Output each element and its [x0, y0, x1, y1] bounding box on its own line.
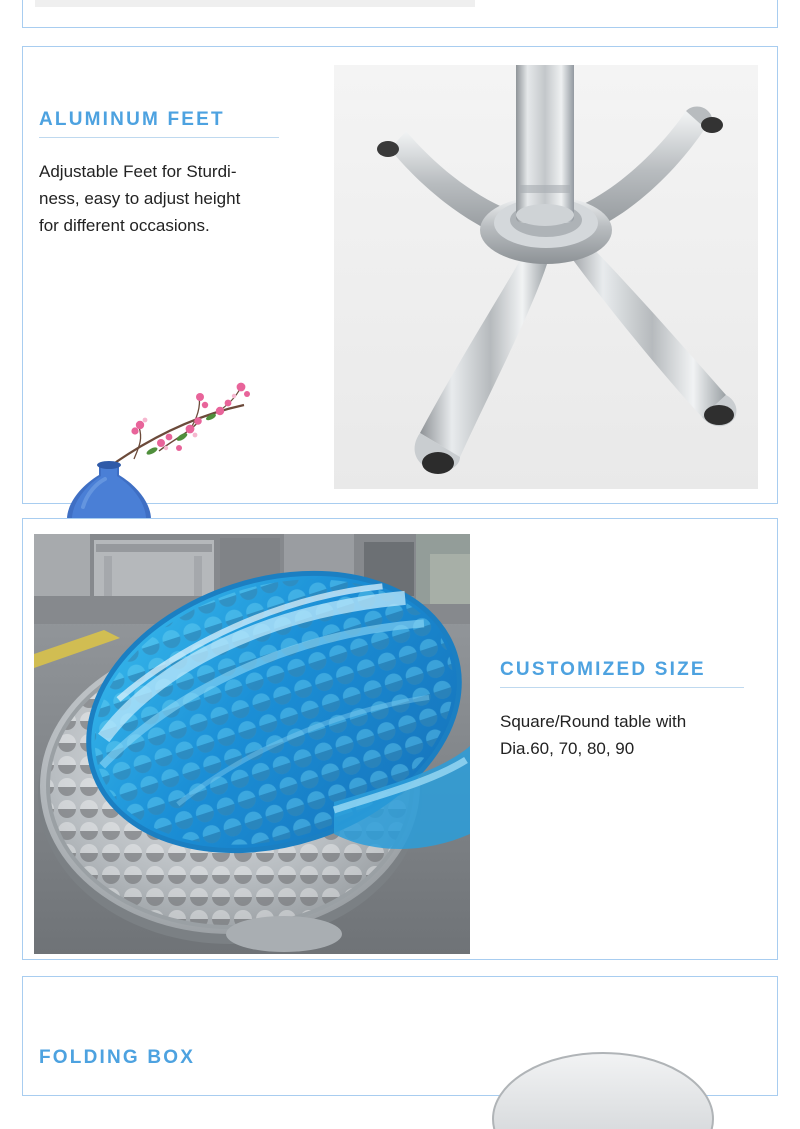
- thumbnail-image: [35, 0, 475, 7]
- body-line: Square/Round table with: [500, 712, 687, 731]
- folding-box-photo: [443, 1009, 763, 1129]
- heading-underline: [500, 687, 744, 688]
- vase-decoration-image: [39, 347, 279, 547]
- customized-size-text-column: [500, 659, 762, 762]
- body-line: ness, easy to adjust height: [39, 189, 241, 208]
- aluminum-feet-heading: ALUMINUM FEET: [39, 109, 225, 130]
- customized-size-heading: CUSTOMIZED SIZE: [500, 659, 706, 680]
- folding-box-heading: FOLDING BOX: [39, 1047, 196, 1068]
- customized-size-photo: [34, 534, 470, 954]
- aluminum-feet-text-column: [39, 109, 319, 239]
- section-card-customized-size: [22, 518, 778, 960]
- customized-size-body: [500, 708, 762, 762]
- heading-underline: [39, 137, 279, 138]
- body-line: for different occasions.: [39, 216, 210, 235]
- aluminum-feet-body: [39, 158, 319, 239]
- body-line: Adjustable Feet for Sturdi-: [39, 162, 237, 181]
- section-card-aluminum-feet: [22, 46, 778, 504]
- section-card-folding-box: [22, 976, 778, 1096]
- body-line: Dia.60, 70, 80, 90: [500, 739, 635, 758]
- section-card-top-partial: [22, 0, 778, 28]
- folding-box-text-column: [39, 1047, 339, 1075]
- aluminum-base-photo: [334, 65, 758, 489]
